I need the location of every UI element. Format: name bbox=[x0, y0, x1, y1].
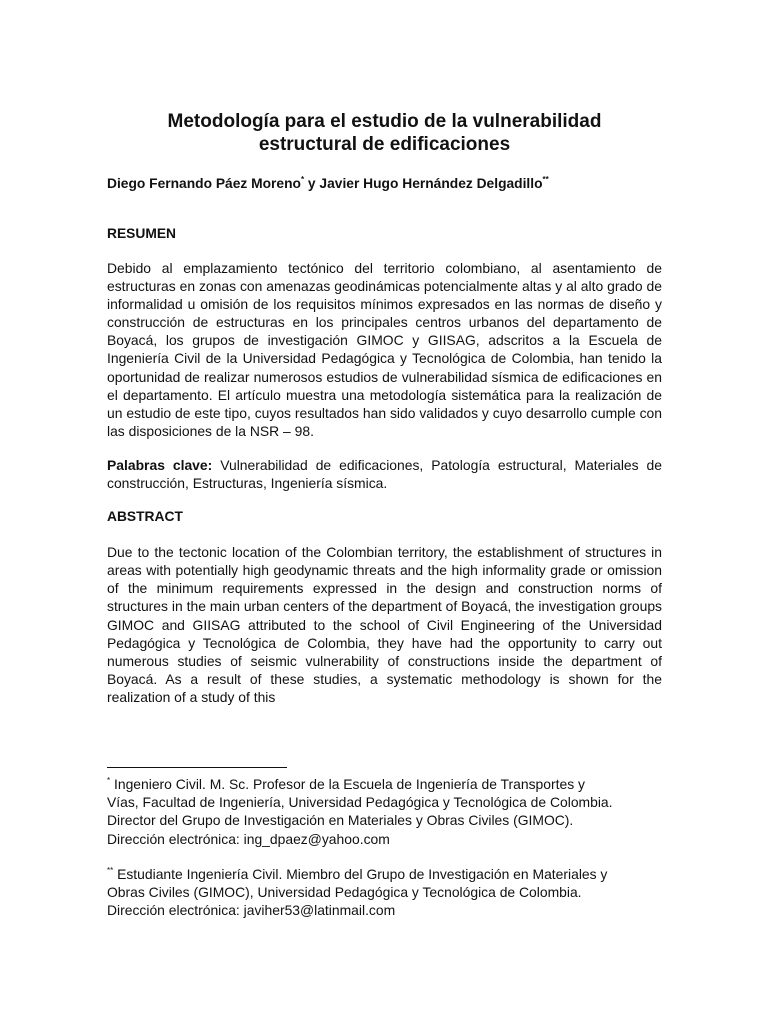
footnote-2-line-1: Estudiante Ingeniería Civil. Miembro del Grupo de Investigación en Materiales y bbox=[113, 865, 608, 882]
footnote-2-line-2: Obras Civiles (GIMOC), Universidad Pedagógica y Tecnológica de Colombia. bbox=[107, 884, 582, 901]
paper-title bbox=[107, 110, 662, 156]
document-page bbox=[107, 110, 662, 723]
footnote-2-mark: ** bbox=[107, 865, 114, 875]
author-connector: y bbox=[304, 176, 320, 191]
author-2: Javier Hugo Hernández Delgadillo bbox=[319, 176, 543, 191]
footnote-2-line-3: Dirección electrónica: javiher53@latinmail.com bbox=[107, 902, 396, 919]
footnote-1-line-1: Ingeniero Civil. M. Sc. Profesor de la Escuela de Ingeniería de Transportes y bbox=[110, 776, 585, 792]
footnote-divider bbox=[107, 767, 287, 768]
author-1-footnote-mark: * bbox=[300, 175, 305, 184]
footnote-1-line-4: Dirección electrónica: ing_dpaez@yahoo.com bbox=[107, 830, 390, 847]
footnote-2 bbox=[107, 865, 667, 920]
abstract-heading: ABSTRACT bbox=[107, 509, 183, 525]
author-line bbox=[107, 175, 662, 193]
resumen-body: Debido al emplazamiento tectónico del territorio colombiano, al asentamiento de estructuras en zonas con amenazas geodinámicas potencialmente altas y al alto grado de informalidad u omisión de los requisitos mínimos expresados en las normas de diseño y construcción de estructuras en los principales centros urbanos del departamento de Boyacá, los grupos de investigación GIMOC y GIISAG, adscritos a la Escuela de Ingeniería Civil de la Universidad Pedagógica y Tecnológica de Colombia, han tenido la oportunidad de realizar numerosos estudios de vulnerabilidad sísmica de edificaciones en el departamento. El artículo muestra una metodología sistemática para la realización de un estudio de este tipo, cuyos resultados han sido validados y cuyo desarrollo cumple con las disposiciones de la NSR – 98. bbox=[107, 260, 662, 439]
author-2-footnote-mark: ** bbox=[542, 175, 549, 184]
resumen-heading: RESUMEN bbox=[107, 226, 176, 241]
footnote-1 bbox=[107, 775, 667, 848]
abstract-body: Due to the tectonic location of the Colombian territory, the establishment of structures in areas with potentially high geodynamic threats and the high informality grade or omission of the minimum requirements expressed in the design and construction norms of structures in the main urban centers of the department of Boyacá, the investigation groups GIMOC and GIISAG attributed to the school of Civil Engineering of the Universidad Pedagógica y Tecnológica de Colombia, they have had the opportunity to carry out numerous studies of seismic vulnerability of constructions inside the department of Boyacá. As a result of these studies, a systematic methodology is shown for the realization of a study of this bbox=[107, 544, 662, 705]
footnote-1-line-2: Vías, Facultad de Ingeniería, Universidad Pedagógica y Tecnológica de Colombia. bbox=[107, 794, 613, 811]
footnotes bbox=[107, 775, 667, 919]
title-line-1: Metodología para el estudio de la vulnerabilidad bbox=[167, 111, 602, 132]
keywords-label: Palabras clave: bbox=[107, 456, 213, 473]
footnote-1-mark: * bbox=[107, 776, 111, 785]
title-line-2: estructural de edificaciones bbox=[258, 134, 511, 155]
keywords-text: Vulnerabilidad de edificaciones, Patología estructural, Materiales de construcción, Estructuras, Ingeniería sísmica. bbox=[107, 456, 662, 492]
author-1: Diego Fernando Páez Moreno bbox=[107, 176, 301, 191]
keywords-paragraph bbox=[107, 456, 662, 492]
footnote-1-line-3: Director del Grupo de Investigación en Materiales y Obras Civiles (GIMOC). bbox=[107, 812, 574, 829]
